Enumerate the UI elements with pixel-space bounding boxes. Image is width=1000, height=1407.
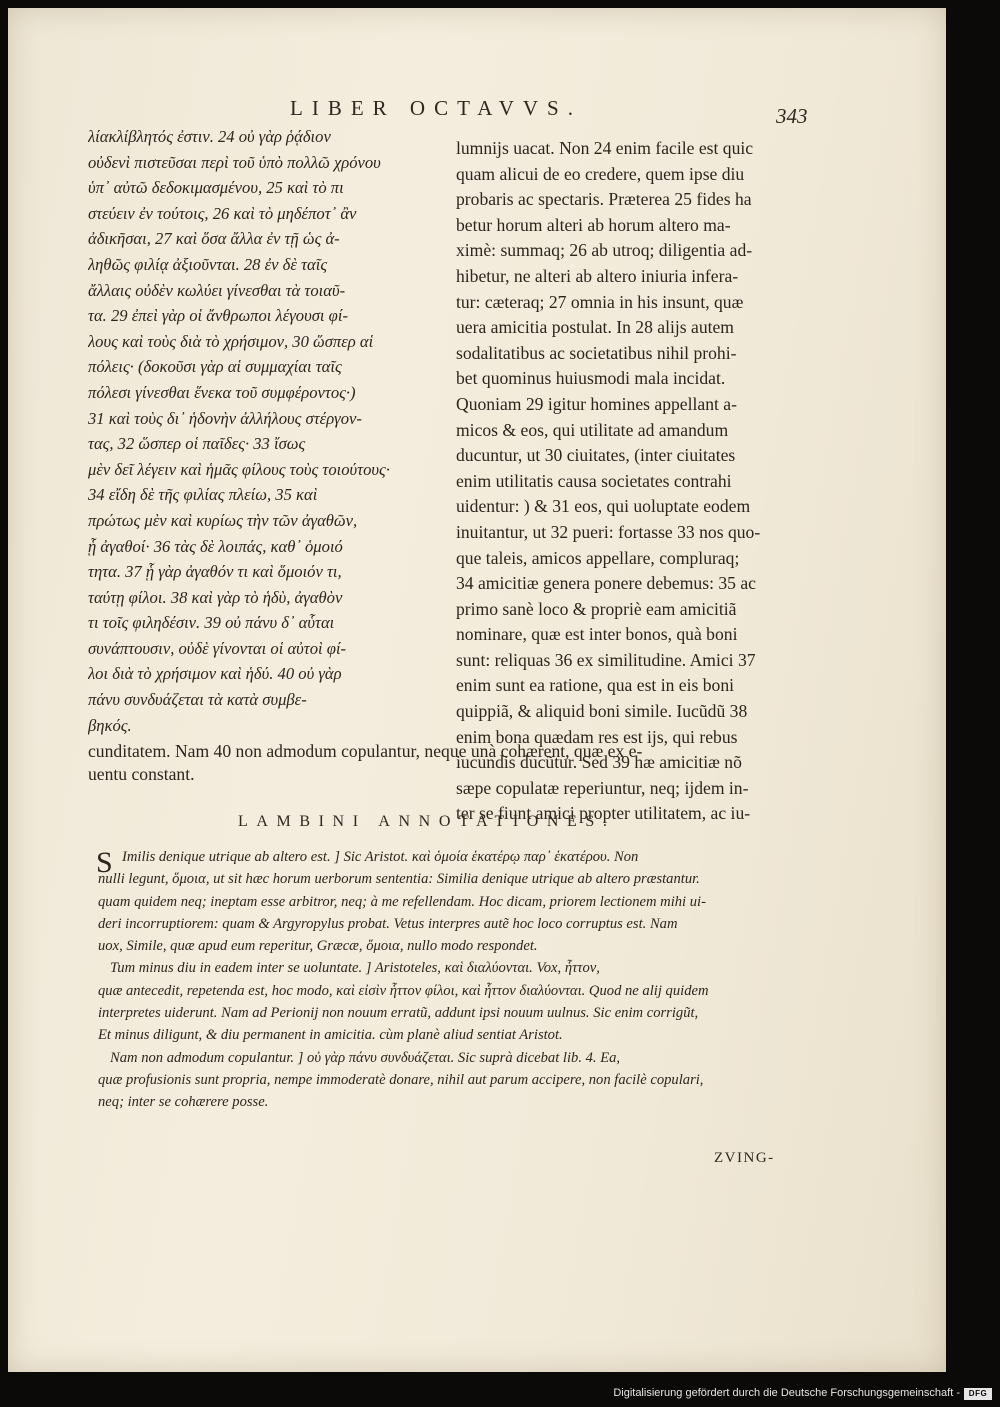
greek-text-line: πάνυ συνδυάζεται τὰ κατὰ συμβε- [88,690,307,710]
latin-text-line: tur: cæteraq; 27 omnia in his insunt, quæ [456,291,744,312]
latin-text-line: uidentur: ) & 31 eos, qui uoluptate eodem [456,496,751,517]
drop-cap: S [96,846,113,879]
funding-credit: Digitalisierung gefördert durch die Deutsche Forschungsgemeinschaft - [613,1387,960,1399]
latin-text-line: 34 amicitiæ genera ponere debemus: 35 ac [456,573,756,594]
greek-text-line: πρώτως μὲν καὶ κυρίως τὴν τῶν ἀγαθῶν, [88,510,358,530]
greek-text-line: τητα. 37 ᾗ γὰρ ἀγαθόν τι καὶ ὅμοιόν τι, [88,562,342,582]
annotation-line: Nam non admodum copulantur. ] οὐ γὰρ πάνυ συνδυάζεται. Sic suprà dicebat lib. 4. Ea, [110,1049,621,1066]
greek-text-line: τι τοῖς φιληδέσιν. 39 οὐ πάνυ δ᾽ αὗται [88,613,335,633]
latin-text-line: primo sanè loco & propriè eam amicitiã [456,598,737,619]
annotations-body [98,846,808,1114]
latin-text-line: ter se fiunt amici propter utilitatem, ac iu- [456,803,751,824]
latin-text-line: sunt: reliquas 36 ex similitudine. Amici 37 [456,649,756,670]
latin-text-line: micos & eos, qui utilitate ad amandum [456,419,729,440]
latin-text-line: quippiã, & aliquid boni simile. Iucũdũ 38 [456,701,748,722]
latin-text-line: lumnijs uacat. Non 24 enim facile est quic [456,138,754,158]
greek-text-line: ὑπ᾽ αὐτῶ δεδοκιμασμένου, 25 καὶ τὸ πι [88,178,344,198]
latin-text-line: probaris ac spectaris. Præterea 25 fides ha [456,189,752,210]
greek-text-line: στεύειν ἐν τούτοις, 26 καὶ τὸ μηδέποτ᾽ ἂν [88,203,357,223]
greek-text-line: 31 καὶ τοὺς δι᾽ ἡδονὴν ἀλλήλους στέργον- [88,408,362,428]
annotation-line: deri incorruptiorem: quam & Argyropylus probat. Vetus interpres autẽ hoc loco corruptus est. Nam [98,915,678,932]
annotation-line: nulli legunt, ὅμοια, ut sit hæc horum uerborum sententia: Similia denique utrique ab altero præstantur. [98,871,700,888]
page-number: 343 [776,104,808,128]
greek-text-line: λοι διὰ τὸ χρήσιμον καὶ ἡδύ. 40 οὐ γὰρ [88,664,342,684]
latin-text-line: bet quominus huiusmodi mala incidat. [456,368,726,389]
catchword: ZVING- [714,1150,775,1166]
latin-text-line: hibetur, ne alteri ab altero iniuria infera- [456,265,739,286]
full-width-text [88,740,808,786]
greek-text-line: λίακλίβλητός ἐστιν. 24 οὐ γὰρ ῥᾴδιον [88,127,331,146]
latin-text-line: uera amicitia postulat. In 28 alijs autem [456,317,734,338]
greek-text-line: ἀδικῆσαι, 27 καὶ ὅσα ἄλλα ἐν τῇ ὡς ἀ- [88,229,340,249]
dfg-logo: DFG [964,1388,992,1400]
running-head: LIBER OCTAVVS. [290,96,582,120]
annotation-line: quæ profusionis sunt propria, nempe immoderatè donare, nihil aut parum accipere, non facilè copulari, [98,1071,704,1088]
annotation-line: quæ antecedit, repetenda est, hoc modo, καὶ εἰσὶν ἧττον φίλοι, καὶ ἧττον διαλύονται. Quod ne alij quidem [98,982,709,999]
greek-text-column [88,124,440,738]
greek-text-line: λους καὶ τοὺς διὰ τὸ χρήσιμον, 30 ὥσπερ αἱ [88,331,374,351]
greek-text-line: συνάπτουσιν, οὐδὲ γίνονται οἱ αὐτοὶ φί- [88,638,347,658]
annotation-line: Et minus diligunt, & diu permanent in amicitia. cùm planè aliud sentiat Aristot. [98,1027,563,1044]
full-width-text-line: uentu constant. [88,764,195,784]
full-width-text-line: cunditatem. Nam 40 non admodum copulantur, neque unà cohærent, quæ ex e- [88,741,643,761]
latin-text-line: ximè: summaq; 26 ab utroq; diligentia ad- [456,240,753,261]
greek-text-line: ταύτῃ φίλοι. 38 καὶ γὰρ τὸ ἡδὺ, ἀγαθὸν [88,587,343,607]
latin-text-line: que taleis, amicos appellare, compluraq; [456,547,740,568]
greek-text-line: 34 εἴδη δὲ τῆς φιλίας πλείω, 35 καὶ [88,485,318,505]
greek-text-line: τα. 29 ἐπεὶ γὰρ οἱ ἄνθρωποι λέγουσι φί- [88,306,348,326]
latin-text-line: quam alicui de eo credere, quem ipse diu [456,163,745,184]
annotation-line: Tum minus diu in eadem inter se uoluntate. ] Aristoteles, καὶ διαλύονται. Vox, ἧττον, [110,960,600,977]
latin-text-line: iucundis ducũtur. Sed 39 hæ amicitiæ nõ [456,752,742,773]
greek-text-line: τας, 32 ὥσπερ οἱ παῖδες· 33 ἴσως [88,434,306,454]
latin-text-line: enim bona quædam res est ijs, qui rebus [456,726,738,747]
footer-bar [0,1380,1000,1407]
latin-text-line: enim sunt ea ratione, qua est in eis boni [456,675,735,696]
annotations-title: LAMBINI ANNOTATIONES. [238,813,616,830]
greek-text-line: ᾗ ἀγαθοί· 36 τὰς δὲ λοιπάς, καθ᾽ ὁμοιό [88,536,343,556]
greek-text-line: ἄλλαις οὐδὲν κωλύει γίνεσθαι τὰ τοιαῦ- [88,280,346,300]
latin-text-line: sæpe copulatæ reperiuntur, neq; ijdem in- [456,777,749,798]
latin-text-column [456,136,826,827]
latin-text-line: betur horum alteri ab horum altero ma- [456,214,731,235]
annotation-line: quam quidem neq; ineptam esse arbitror, neq; à me refellendam. Hoc dicam, priorem lectionem mihi ui- [98,893,706,910]
greek-text-line: βηκός. [88,715,132,735]
latin-text-line: enim utilitatis causa societates contrahi [456,470,732,491]
greek-text-line: οὐδενὶ πιστεῦσαι περὶ τοῦ ὑπὸ πολλῶ χρόνου [88,152,381,172]
annotation-line: uox, Simile, quæ apud eum reperitur, Græcæ, ὅμοια, nullo modo respondet. [98,938,538,955]
latin-text-line: sodalitatibus ac societatibus nihil prohi- [456,342,737,363]
greek-text-line: μὲν δεῖ λέγειν καὶ ἡμᾶς φίλους τοὺς τοιούτους· [88,459,390,479]
latin-text-line: nominare, quæ est inter bonos, quà boni [456,624,738,645]
annotation-line: neq; inter se cohærere posse. [98,1094,269,1111]
book-page [8,8,946,1372]
latin-text-line: ducuntur, ut 30 ciuitates, (inter ciuitates [456,445,736,466]
greek-text-line: πόλεις· (δοκοῦσι γὰρ αἱ συμμαχίαι ταῖς [88,357,342,377]
greek-text-line: ληθῶς φιλίᾳ ἀξιοῦνται. 28 ἐν δὲ ταῖς [88,254,328,274]
annotation-line: interpretes uiderunt. Nam ad Perionij non nouum erratũ, addunt ipsi nouum uulnus. Sic enim corrigũt, [98,1005,699,1022]
annotation-line: Imilis denique utrique ab altero est. ] Sic Aristot. καὶ ὁμοία ἑκατέρῳ παρ᾽ ἑκατέρου. Non [122,849,639,865]
greek-text-line: πόλεσι γίνεσθαι ἕνεκα τοῦ συμφέροντος·) [88,382,356,402]
latin-text-line: Quoniam 29 igitur homines appellant a- [456,393,737,414]
latin-text-line: inuitantur, ut 32 pueri: fortasse 33 nos quo- [456,521,761,542]
